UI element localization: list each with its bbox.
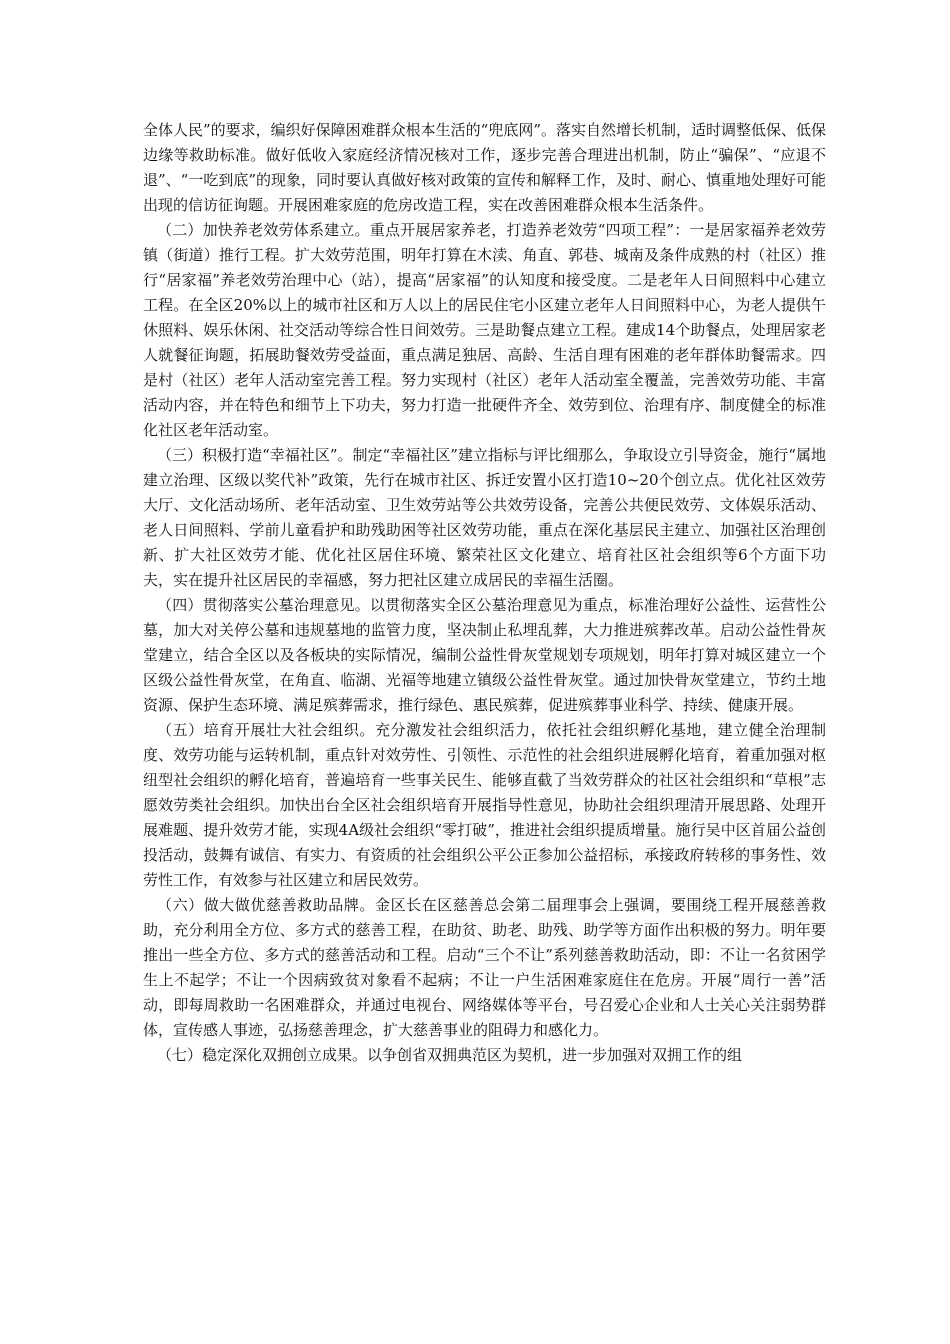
document-body: [143, 118, 826, 1068]
paragraph-happy-community: （三）积极打造“幸福社区”。制定“幸福社区”建立指标与评比细那么，争取设立引导资金，施行“属地建立治理、区级以奖代补”政策，先行在城市社区、拆迁安置小区打造10~20个创立点。优化社区效劳大厅、文化活动场所、老年活动室、卫生效劳站等公共效劳设备，完善公共便民效劳、文体娱乐活动、老人日间照料、学前儿童看护和助残助困等社区效劳功能，重点在深化基层民主建立、加强社区治理创新、扩大社区效劳才能、优化社区居住环境、繁荣社区文化建立、培育社区社会组织等6个方面下功夫，实在提升社区居民的幸福感，努力把社区建立成居民的幸福生活圈。: [143, 446, 826, 589]
paragraph-double-support: （七）稳定深化双拥创立成果。以争创省双拥典范区为契机，进一步加强对双拥工作的组: [157, 1046, 743, 1064]
paragraph-cemetery-management: （四）贯彻落实公墓治理意见。以贯彻落实全区公墓治理意见为重点，标准治理好公益性、运营性公墓，加大对关停公墓和违规墓地的监管力度，坚决制止私埋乱葬，大力推进殡葬改革。启动公益性骨灰堂建立，结合全区以及各板块的实际情况，编制公益性骨灰堂规划专项规划，明年打算对城区建立一个区级公益性骨灰堂，在角直、临湖、光福等地建立镇级公益性骨灰堂。通过加快骨灰堂建立，节约土地资源、保护生态环境、满足殡葬需求，推行绿色、惠民殡葬，促进殡葬事业科学、持续、健康开展。: [143, 596, 826, 714]
paragraph-social-organizations: （五）培育开展壮大社会组织。充分激发社会组织活力，依托社会组织孵化基地，建立健全治理制度、效劳功能与运转机制，重点针对效劳性、引领性、示范性的社会组织进展孵化培育，着重加强对枢纽型社会组织的孵化培育，普遍培育一些事关民生、能够直截了当效劳群众的社区社会组织和“草根”志愿效劳类社会组织。加快出台全区社会组织培育开展指导性意见，协助社会组织理清开展思路、处理开展难题、提升效劳才能，实现4A级社会组织“零打破”，推进社会组织提质增量。施行吴中区首届公益创投活动，鼓舞有诚信、有实力、有资质的社会组织公平公正参加公益招标，承接政府转移的事务性、效劳性工作，有效参与社区建立和居民效劳。: [143, 721, 826, 889]
paragraph-elderly-care: （二）加快养老效劳体系建立。重点开展居家养老，打造养老效劳“四项工程”：一是居家福养老效劳镇（街道）推行工程。扩大效劳范围，明年打算在木渎、角直、郭巷、城南及条件成熟的村（社区）推行“居家福”养老效劳治理中心（站），提高“居家福”的认知度和接受度。二是老年人日间照料中心建立工程。在全区20%以上的城市社区和万人以上的居民住宅小区建立老年人日间照料中心，为老人提供午休照料、娱乐休闲、社交活动等综合性日间效劳。三是助餐点建立工程。建成14个助餐点，处理居家老人就餐征询题，拓展助餐效劳受益面，重点满足独居、高龄、生活自理有困难的老年群体助餐需求。四是村（社区）老年人活动室完善工程。努力实现村（社区）老年人活动室全覆盖，完善效劳功能、丰富活动内容，并在特色和细节上下功夫，努力打造一批硬件齐全、效劳到位、治理有序、制度健全的标准化社区老年活动室。: [143, 221, 826, 439]
paragraph-charity-relief: （六）做大做优慈善救助品牌。金区长在区慈善总会第二届理事会上强调，要围绕工程开展慈善救助，充分利用全方位、多方式的慈善工程，在助贫、助老、助残、助学等方面作出积极的努力。明年要推出一些全方位、多方式的慈善活动和工程。启动“三个不让”系列慈善救助活动，即：不让一名贫困学生上不起学；不让一个因病致贫对象看不起病；不让一户生活困难家庭住在危房。开展“周行一善”活动，即每周救助一名困难群众，并通过电视台、网络媒体等平台，号召爱心企业和人士关心关注弱势群体，宣传感人事迹，弘扬慈善理念，扩大慈善事业的阻碍力和感化力。: [143, 896, 826, 1039]
paragraph-continuation: 全体人民”的要求，编织好保障困难群众根本生活的“兜底网”。落实自然增长机制，适时调整低保、低保边缘等救助标准。做好低收入家庭经济情况核对工作，逐步完善合理进出机制，防止“骗保”、“应退不退”、“一吃到底”的现象，同时要认真做好核对政策的宣传和解释工作，及时、耐心、慎重地处理好可能出现的信访征询题。开展困难家庭的危房改造工程，实在改善困难群众根本生活条件。: [143, 121, 827, 214]
